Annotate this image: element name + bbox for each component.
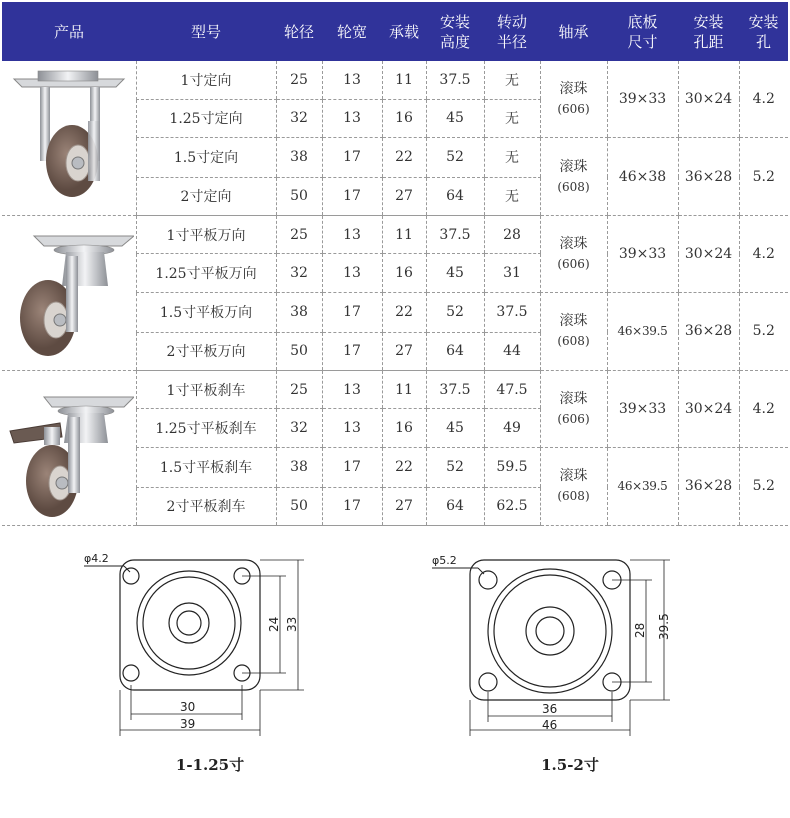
hole-spacing-cell: 36×28	[678, 292, 739, 371]
bearing-cell: 滚珠 (608)	[540, 138, 607, 216]
mounting-plate-drawing-small	[70, 540, 320, 740]
height-cell: 45	[426, 99, 484, 137]
model-cell: 2寸平板万向	[136, 332, 276, 370]
load-cell: 16	[382, 254, 426, 292]
fixed-caster-icon	[4, 61, 134, 211]
model-cell: 1.5寸平板刹车	[136, 447, 276, 487]
load-cell: 22	[382, 138, 426, 178]
bearing-ring	[143, 577, 235, 669]
load-cell: 11	[382, 216, 426, 254]
mounting-plate-drawing-large	[420, 540, 690, 740]
width-cell: 13	[322, 216, 382, 254]
table-row	[2, 371, 788, 409]
diameter-cell: 50	[276, 177, 322, 215]
product-photo-swivel	[2, 216, 136, 371]
plate-size-cell: 39×33	[607, 61, 678, 138]
plate-size-cell: 39×33	[607, 216, 678, 293]
bearing-cell: 滚珠 (608)	[540, 447, 607, 526]
model-cell: 1.5寸平板万向	[136, 292, 276, 332]
height-cell: 37.5	[426, 216, 484, 254]
outer-height-label: 39.5	[657, 613, 671, 640]
header-product: 产品	[2, 2, 136, 61]
product-photo-fixed	[2, 61, 136, 216]
height-cell: 37.5	[426, 371, 484, 409]
diameter-cell: 50	[276, 487, 322, 525]
hole-spacing-cell: 30×24	[678, 216, 739, 293]
width-cell: 13	[322, 371, 382, 409]
diameter-cell: 38	[276, 292, 322, 332]
hole-spacing-cell: 30×24	[678, 61, 739, 138]
radius-cell: 49	[484, 409, 540, 447]
inner-height-label: 24	[267, 616, 281, 632]
plate-size-cell: 46×39.5	[607, 447, 678, 526]
diameter-cell: 25	[276, 371, 322, 409]
hole-cell: 5.2	[739, 447, 788, 526]
outer-width-label: 46	[542, 718, 558, 732]
hole-cell: 5.2	[739, 138, 788, 216]
load-cell: 27	[382, 487, 426, 525]
radius-cell: 37.5	[484, 292, 540, 332]
width-cell: 17	[322, 138, 382, 178]
hole-spacing-cell: 30×24	[678, 371, 739, 448]
height-cell: 45	[426, 409, 484, 447]
mount-hole	[479, 571, 497, 589]
mount-hole	[479, 673, 497, 691]
plate-size-cell: 46×39.5	[607, 292, 678, 371]
diameter-cell: 25	[276, 216, 322, 254]
bearing-cell: 滚珠 (606)	[540, 371, 607, 448]
width-cell: 17	[322, 292, 382, 332]
header-hole-spacing: 安装 孔距	[678, 2, 739, 61]
swivel-caster-icon	[4, 216, 134, 366]
header-diameter: 轮径	[276, 2, 322, 61]
height-cell: 52	[426, 292, 484, 332]
width-cell: 13	[322, 99, 382, 137]
radius-cell: 47.5	[484, 371, 540, 409]
height-cell: 52	[426, 138, 484, 178]
diameter-cell: 38	[276, 138, 322, 178]
header-turn-radius: 转动 半径	[484, 2, 540, 61]
height-cell: 52	[426, 447, 484, 487]
header-row	[2, 2, 788, 61]
table-row	[2, 61, 788, 99]
diameter-cell: 38	[276, 447, 322, 487]
inner-width-label: 36	[542, 702, 558, 716]
bearing-ring-outer	[137, 571, 241, 675]
header-bearing: 轴承	[540, 2, 607, 61]
outer-width-label: 39	[180, 717, 196, 731]
width-cell: 17	[322, 332, 382, 370]
width-cell: 13	[322, 61, 382, 99]
hole-dimension-label: φ4.2	[84, 552, 109, 565]
model-cell: 1寸平板刹车	[136, 371, 276, 409]
load-cell: 11	[382, 61, 426, 99]
radius-cell: 无	[484, 61, 540, 99]
height-cell: 45	[426, 254, 484, 292]
width-cell: 17	[322, 177, 382, 215]
plate-size-cell: 39×33	[607, 371, 678, 448]
table-row	[2, 216, 788, 254]
model-cell: 1.5寸定向	[136, 138, 276, 178]
height-cell: 64	[426, 177, 484, 215]
load-cell: 16	[382, 99, 426, 137]
inner-width-label: 30	[180, 700, 196, 714]
hole-cell: 5.2	[739, 292, 788, 371]
load-cell: 27	[382, 177, 426, 215]
header-model: 型号	[136, 2, 276, 61]
hole-cell: 4.2	[739, 61, 788, 138]
product-photo-brake	[2, 371, 136, 526]
radius-cell: 59.5	[484, 447, 540, 487]
model-cell: 1寸定向	[136, 61, 276, 99]
height-cell: 64	[426, 332, 484, 370]
bearing-cell: 滚珠 (606)	[540, 61, 607, 138]
header-load: 承载	[382, 2, 426, 61]
radius-cell: 无	[484, 138, 540, 178]
hole-dimension-label: φ5.2	[432, 554, 457, 567]
radius-cell: 无	[484, 99, 540, 137]
diameter-cell: 50	[276, 332, 322, 370]
diameter-cell: 32	[276, 99, 322, 137]
height-cell: 37.5	[426, 61, 484, 99]
load-cell: 22	[382, 447, 426, 487]
radius-cell: 44	[484, 332, 540, 370]
radius-cell: 31	[484, 254, 540, 292]
mount-hole	[123, 568, 139, 584]
hole-spacing-cell: 36×28	[678, 138, 739, 216]
hub-inner	[177, 611, 201, 635]
header-install-height: 安装 高度	[426, 2, 484, 61]
width-cell: 17	[322, 487, 382, 525]
bearing-ring	[494, 575, 606, 687]
hole-spacing-cell: 36×28	[678, 447, 739, 526]
radius-cell: 62.5	[484, 487, 540, 525]
hole-cell: 4.2	[739, 371, 788, 448]
outer-height-label: 33	[285, 616, 299, 632]
diameter-cell: 25	[276, 61, 322, 99]
model-cell: 2寸定向	[136, 177, 276, 215]
bearing-ring-outer	[488, 569, 612, 693]
header-hole: 安装 孔	[739, 2, 788, 61]
drawing-caption: 1-1.25寸	[175, 756, 245, 774]
plate-outline	[120, 560, 260, 690]
load-cell: 16	[382, 409, 426, 447]
hole-cell: 4.2	[739, 216, 788, 293]
model-cell: 1.25寸定向	[136, 99, 276, 137]
load-cell: 22	[382, 292, 426, 332]
width-cell: 13	[322, 254, 382, 292]
load-cell: 27	[382, 332, 426, 370]
spec-table	[2, 2, 788, 526]
brake-caster-icon	[4, 371, 134, 521]
hub-outer	[169, 603, 209, 643]
header-width: 轮宽	[322, 2, 382, 61]
diameter-cell: 32	[276, 409, 322, 447]
model-cell: 1寸平板万向	[136, 216, 276, 254]
drawing-caption: 1.5-2寸	[541, 756, 599, 774]
diameter-cell: 32	[276, 254, 322, 292]
plate-size-cell: 46×38	[607, 138, 678, 216]
width-cell: 17	[322, 447, 382, 487]
width-cell: 13	[322, 409, 382, 447]
inner-height-label: 28	[633, 622, 647, 638]
load-cell: 11	[382, 371, 426, 409]
hub-outer	[526, 607, 574, 655]
bearing-cell: 滚珠 (606)	[540, 216, 607, 293]
bearing-cell: 滚珠 (608)	[540, 292, 607, 371]
model-cell: 1.25寸平板万向	[136, 254, 276, 292]
mount-hole	[123, 665, 139, 681]
model-cell: 1.25寸平板刹车	[136, 409, 276, 447]
header-plate-size: 底板 尺寸	[607, 2, 678, 61]
height-cell: 64	[426, 487, 484, 525]
radius-cell: 无	[484, 177, 540, 215]
model-cell: 2寸平板刹车	[136, 487, 276, 525]
hub-inner	[536, 617, 564, 645]
radius-cell: 28	[484, 216, 540, 254]
